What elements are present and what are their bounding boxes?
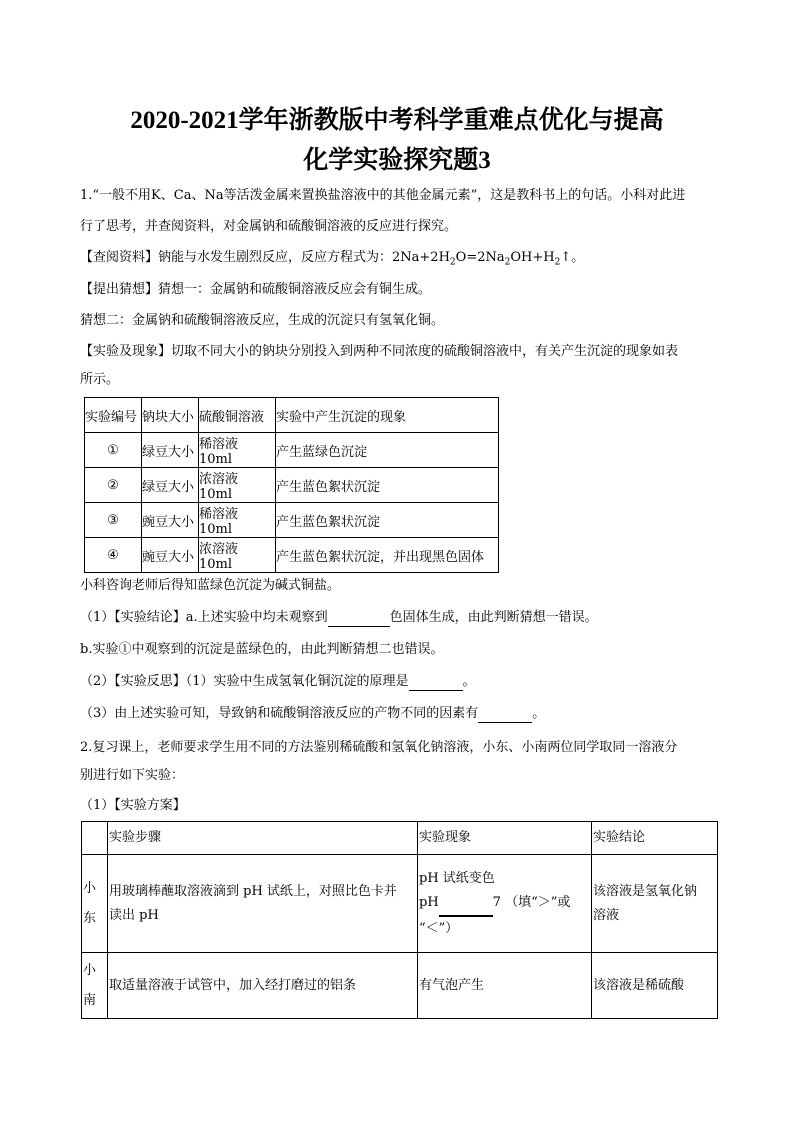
q2-plan-label: （1）【实验方案】 bbox=[80, 798, 186, 813]
table-row bbox=[85, 538, 499, 573]
q1-sub3: （3）由上述实验可知，导致钠和硫酸铜溶液反应的产物不同的因素有 。 bbox=[80, 706, 546, 721]
table-cell: 绿豆大小 bbox=[142, 433, 199, 468]
table-cell: 用玻璃棒蘸取溶液滴到 pH 试纸上，对照比色卡并 读出 pH bbox=[108, 855, 418, 953]
table-row bbox=[85, 468, 499, 503]
table-cell: 取适量溶液于试管中，加入经打磨过的铝条 bbox=[108, 953, 418, 1019]
table-cell: 稀溶液 10ml bbox=[199, 433, 276, 468]
q1-sub1b: b.实验①中观察到的沉淀是蓝绿色的，由此判断猜想二也错误。 bbox=[80, 642, 444, 657]
answer-blank[interactable] bbox=[409, 674, 463, 691]
q1-guess1: 【提出猜想】猜想一：金属钠和硫酸铜溶液反应会有铜生成。 bbox=[80, 282, 432, 297]
table-cell: 豌豆大小 bbox=[142, 538, 199, 573]
page-subtitle: 化学实验探究题3 bbox=[303, 147, 491, 174]
table-row bbox=[85, 503, 499, 538]
table-header-cell: 钠块大小 bbox=[142, 398, 199, 433]
q2-intro-line1: 2.复习课上，老师要求学生用不同的方法鉴别稀硫酸和氢氧化钠溶液，小东、小南两位同学取同一溶液分 bbox=[80, 740, 678, 755]
table-cell: 产生蓝绿色沉淀 bbox=[276, 433, 499, 468]
answer-blank[interactable] bbox=[328, 610, 390, 627]
q1-sub1: （1）【实验结论】a.上述实验中均未观察到 色固体生成，由此判断猜想一错误。 bbox=[80, 610, 598, 625]
info-label: 【查阅资料】 bbox=[80, 250, 159, 265]
page-title: 2020-2021学年浙教版中考科学重难点优化与提高 bbox=[130, 107, 664, 134]
q1-exp-line1: 【实验及现象】切取不同大小的钠块分别投入到两种不同浓度的硫酸铜溶液中，有关产生沉淀的现象如表 bbox=[80, 344, 679, 359]
q1-intro-line1: 1.“一般不用K、Ca、Na等活泼金属来置换盐溶液中的其他金属元素”，这是教科书上的句话。小科对此进 bbox=[80, 188, 686, 203]
plan-table bbox=[81, 821, 718, 1019]
table-cell: 豌豆大小 bbox=[142, 503, 199, 538]
table-cell: 有气泡产生 bbox=[418, 953, 592, 1019]
table-header-cell: 实验步骤 bbox=[108, 822, 418, 855]
table-cell: 浓溶液 10ml bbox=[199, 468, 276, 503]
table-cell: pH 试纸变色 pH 7 （填“＞”或 “＜”） bbox=[418, 855, 592, 953]
table-cell: ① bbox=[85, 433, 142, 468]
table-row bbox=[82, 953, 718, 1019]
q1-sub2: （2）【实验反思】（1）实验中生成氢氧化铜沉淀的原理是 。 bbox=[80, 674, 476, 689]
table-header-row bbox=[82, 822, 718, 855]
table-cell: ② bbox=[85, 468, 142, 503]
table-header-cell: 实验结论 bbox=[592, 822, 718, 855]
table-header-cell: 硫酸铜溶液 bbox=[199, 398, 276, 433]
table-cell: 绿豆大小 bbox=[142, 468, 199, 503]
experiment-table bbox=[84, 397, 499, 573]
q1-after-table: 小科咨询老师后得知蓝绿色沉淀为碱式铜盐。 bbox=[80, 578, 341, 593]
answer-blank[interactable] bbox=[478, 706, 532, 723]
table-row bbox=[82, 855, 718, 953]
table-cell: ④ bbox=[85, 538, 142, 573]
q1-exp-line2: 所示。 bbox=[80, 372, 120, 387]
table-header-cell: 实验中产生沉淀的现象 bbox=[276, 398, 499, 433]
q1-info: 【查阅资料】钠能与水发生剧烈反应，反应方程式为：$2Na+2H_2O=2Na_2OH+H_2↑$。 bbox=[80, 250, 585, 268]
q1-intro-line2: 行了思考，并查阅资料，对金属钠和硫酸铜溶液的反应进行探究。 bbox=[80, 219, 458, 234]
q2-intro-line2: 别进行如下实验： bbox=[80, 768, 185, 783]
answer-blank[interactable] bbox=[439, 891, 493, 917]
table-header-cell bbox=[82, 822, 108, 855]
table-cell: 产生蓝色絮状沉淀 bbox=[276, 503, 499, 538]
q1-guess2: 猜想二：金属钠和硫酸铜溶液反应，生成的沉淀只有氢氧化铜。 bbox=[80, 313, 445, 328]
table-cell: 产生蓝色絮状沉淀，并出现黑色固体 bbox=[276, 538, 499, 573]
table-header-cell: 实验现象 bbox=[418, 822, 592, 855]
table-cell: 该溶液是稀硫酸 bbox=[592, 953, 718, 1019]
table-header-row bbox=[85, 398, 499, 433]
table-cell: 该溶液是氢氧化钠 溶液 bbox=[592, 855, 718, 953]
table-cell: 产生蓝色絮状沉淀 bbox=[276, 468, 499, 503]
table-cell: 稀溶液 10ml bbox=[199, 503, 276, 538]
table-cell: ③ bbox=[85, 503, 142, 538]
table-header-cell: 实验编号 bbox=[85, 398, 142, 433]
table-cell: 小东 bbox=[82, 855, 108, 953]
table-cell: 小南 bbox=[82, 953, 108, 1019]
table-row bbox=[85, 433, 499, 468]
table-cell: 浓溶液 10ml bbox=[199, 538, 276, 573]
